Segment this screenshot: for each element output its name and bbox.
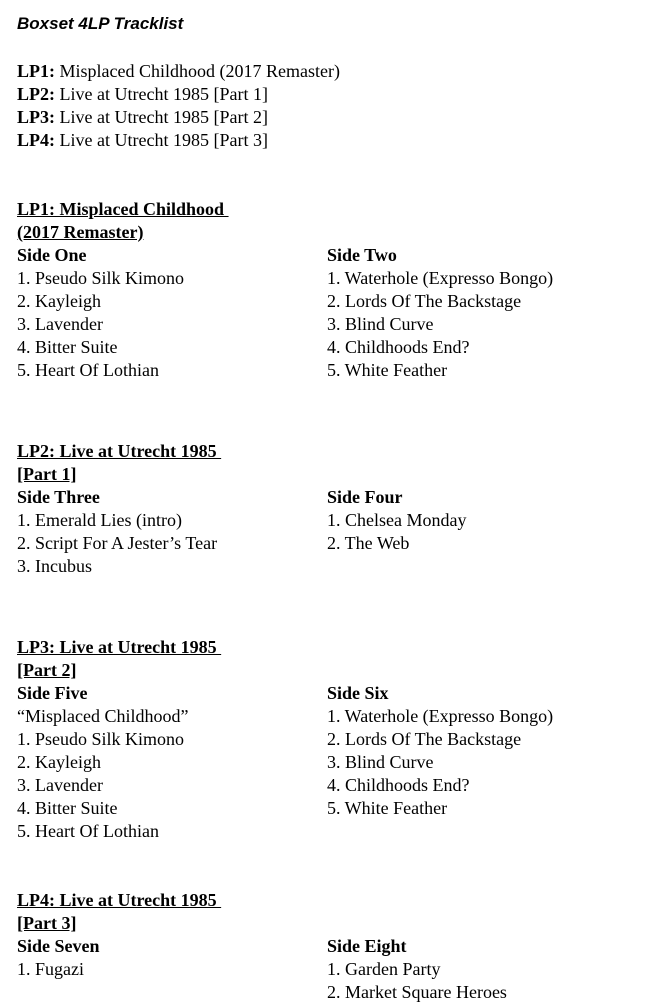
sides-row: [17, 935, 657, 1004]
track-item: 3. Lavender: [17, 775, 103, 795]
document-title: Boxset 4LP Tracklist: [17, 14, 184, 33]
lp-summary-item: [17, 129, 657, 152]
side-column: [327, 682, 637, 843]
section-heading-line: [Part 3]: [17, 913, 77, 933]
section-heading: [17, 440, 657, 486]
track-item: 4. Bitter Suite: [17, 798, 118, 818]
section-heading-line: LP2: Live at Utrecht 1985: [17, 441, 222, 461]
track-item: 3. Blind Curve: [327, 752, 434, 772]
track-item: 1. Waterhole (Expresso Bongo): [327, 268, 554, 288]
track-item: 2. Script For A Jester’s Tear: [17, 533, 218, 553]
track-item: 2. Lords Of The Backstage: [327, 729, 522, 749]
side-column: [17, 682, 327, 843]
side-column: [327, 486, 637, 578]
side-title: Side Four: [327, 487, 403, 507]
lp-summary-label: LP1:: [17, 61, 55, 81]
section-heading: [17, 889, 657, 935]
track-item: 2. Market Square Heroes: [327, 982, 507, 1002]
track-item: 5. White Feather: [327, 798, 448, 818]
track-item: 1. Chelsea Monday: [327, 510, 467, 530]
track-item: 4. Childhoods End?: [327, 337, 470, 357]
track-item: 1. Garden Party: [327, 959, 441, 979]
lp-section-3: [17, 636, 657, 843]
lp-summary-label: LP2:: [17, 84, 55, 104]
section-heading: [17, 636, 657, 682]
side-column: [327, 935, 637, 1004]
side-column: [327, 244, 637, 382]
track-item: 5. Heart Of Lothian: [17, 360, 159, 380]
side-title: Side Eight: [327, 936, 407, 956]
lp-summary-text: Misplaced Childhood (2017 Remaster): [55, 61, 340, 81]
side-column: [17, 935, 327, 1004]
section-heading-line: [Part 2]: [17, 660, 77, 680]
track-item: 5. White Feather: [327, 360, 448, 380]
track-item: 2. Kayleigh: [17, 291, 101, 311]
track-item: 1. Pseudo Silk Kimono: [17, 729, 185, 749]
side-title: Side One: [17, 245, 87, 265]
lp-summary-text: Live at Utrecht 1985 [Part 3]: [55, 130, 268, 150]
lp-summary-item: [17, 83, 657, 106]
track-item: 2. Kayleigh: [17, 752, 101, 772]
track-item: 1. Pseudo Silk Kimono: [17, 268, 185, 288]
track-item: 3. Incubus: [17, 556, 92, 576]
document-page: [17, 12, 657, 1004]
side-title: Side Seven: [17, 936, 100, 956]
lp-summary-text: Live at Utrecht 1985 [Part 1]: [55, 84, 268, 104]
lp-summary-text: Live at Utrecht 1985 [Part 2]: [55, 107, 268, 127]
sides-row: [17, 244, 657, 382]
section-heading-line: [Part 1]: [17, 464, 77, 484]
lp-summary-item: [17, 106, 657, 129]
lp-summary-item: [17, 60, 657, 83]
section-heading-line: LP4: Live at Utrecht 1985: [17, 890, 222, 910]
track-item: 4. Bitter Suite: [17, 337, 118, 357]
lp-summary-list: [17, 60, 657, 152]
track-item: 2. Lords Of The Backstage: [327, 291, 522, 311]
side-title: Side Six: [327, 683, 389, 703]
section-heading-line: LP1: Misplaced Childhood: [17, 199, 229, 219]
track-item: 3. Lavender: [17, 314, 103, 334]
track-item: 3. Blind Curve: [327, 314, 434, 334]
track-item: “Misplaced Childhood”: [17, 706, 189, 726]
lp-section-2: [17, 440, 657, 578]
track-item: 5. Heart Of Lothian: [17, 821, 159, 841]
track-item: 2. The Web: [327, 533, 410, 553]
lp-summary-label: LP4:: [17, 130, 55, 150]
section-heading-line: (2017 Remaster): [17, 222, 144, 242]
side-column: [17, 244, 327, 382]
section-heading-line: LP3: Live at Utrecht 1985: [17, 637, 222, 657]
sides-row: [17, 682, 657, 843]
side-title: Side Two: [327, 245, 397, 265]
track-item: 1. Waterhole (Expresso Bongo): [327, 706, 554, 726]
lp-summary-label: LP3:: [17, 107, 55, 127]
sides-row: [17, 486, 657, 578]
section-heading: [17, 198, 657, 244]
side-column: [17, 486, 327, 578]
track-item: 1. Emerald Lies (intro): [17, 510, 182, 530]
lp-section-4: [17, 889, 657, 1004]
lp-section-1: [17, 198, 657, 382]
side-title: Side Three: [17, 487, 100, 507]
side-title: Side Five: [17, 683, 88, 703]
track-item: 1. Fugazi: [17, 959, 84, 979]
track-item: 4. Childhoods End?: [327, 775, 470, 795]
